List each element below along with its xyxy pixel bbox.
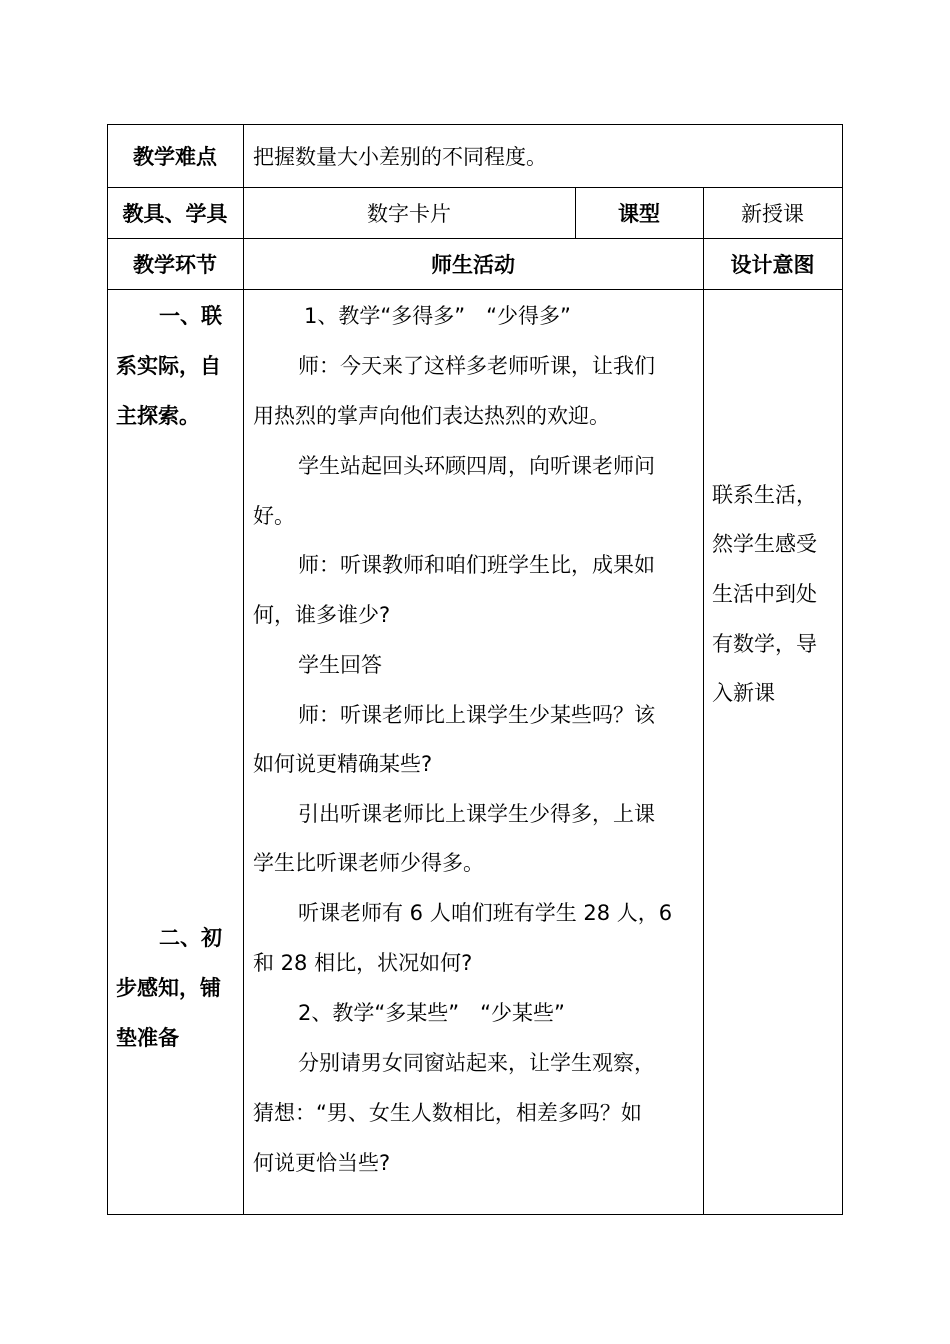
activity-line: 学生站起回头环顾四周，向听课老师问	[298, 454, 655, 478]
activity-line: 引出听课老师比上课学生少得多，上课	[298, 802, 655, 826]
activity-line: 师：听课老师比上课学生少某些吗？该	[298, 703, 655, 727]
intent-line: 生活中到处	[712, 582, 817, 606]
activity-line: 和 28 相比，状况如何?	[253, 951, 473, 975]
activity-line: 听课老师有 6 人咱们班有学生 28 人，6	[298, 901, 673, 925]
intent-header: 设计意图	[730, 252, 815, 277]
activity-line: 学生回答	[298, 653, 382, 677]
stage-line: 主探索。	[116, 404, 200, 428]
activity-line: 何说更恰当些?	[253, 1151, 391, 1175]
activity-line: 如何说更精确某些?	[253, 752, 433, 776]
table-border-right	[842, 124, 843, 1215]
stage-line: 一、联	[159, 304, 222, 328]
column-divider	[703, 187, 704, 1215]
activity-line: 猜想：“男、女生人数相比，相差多吗？如	[253, 1101, 642, 1125]
activity-line: 1、教学“多得多” “少得多”	[304, 304, 571, 328]
difficulty-label: 教学难点	[133, 144, 217, 169]
tools-value: 数字卡片	[367, 201, 451, 226]
intent-line: 联系生活，	[712, 483, 817, 507]
stage-line: 系实际，自	[116, 354, 221, 378]
stage-line: 二、初	[159, 926, 222, 950]
activity-line: 分别请男女同窗站起来，让学生观察，	[298, 1051, 655, 1075]
activity-header: 师生活动	[431, 252, 515, 277]
intent-line: 然学生感受	[712, 532, 817, 556]
activity-line: 好。	[253, 504, 295, 528]
difficulty-value: 把握数量大小差别的不同程度。	[253, 144, 547, 169]
row-divider	[107, 289, 843, 290]
table-border-bottom	[107, 1214, 843, 1215]
stage-line: 垫准备	[116, 1026, 179, 1050]
stage-line: 步感知，铺	[116, 976, 221, 1000]
activity-line: 2、教学“多某些” “少某些”	[298, 1001, 565, 1025]
intent-line: 有数学，导	[712, 632, 817, 656]
stage-header: 教学环节	[133, 252, 217, 277]
lesson-type-label: 课型	[618, 201, 660, 226]
activity-line: 师：听课教师和咱们班学生比，成果如	[298, 553, 655, 577]
activity-line: 何，谁多谁少?	[253, 603, 391, 627]
lesson-type-value: 新授课	[741, 201, 804, 226]
lesson-plan-table	[107, 124, 843, 1215]
activity-line: 用热烈的掌声向他们表达热烈的欢迎。	[253, 404, 610, 428]
tools-label: 教具、学具	[122, 201, 228, 226]
activity-line: 学生比听课老师少得多。	[253, 851, 484, 875]
intent-line: 入新课	[712, 681, 775, 705]
activity-line: 师：今天来了这样多老师听课，让我们	[298, 354, 655, 378]
